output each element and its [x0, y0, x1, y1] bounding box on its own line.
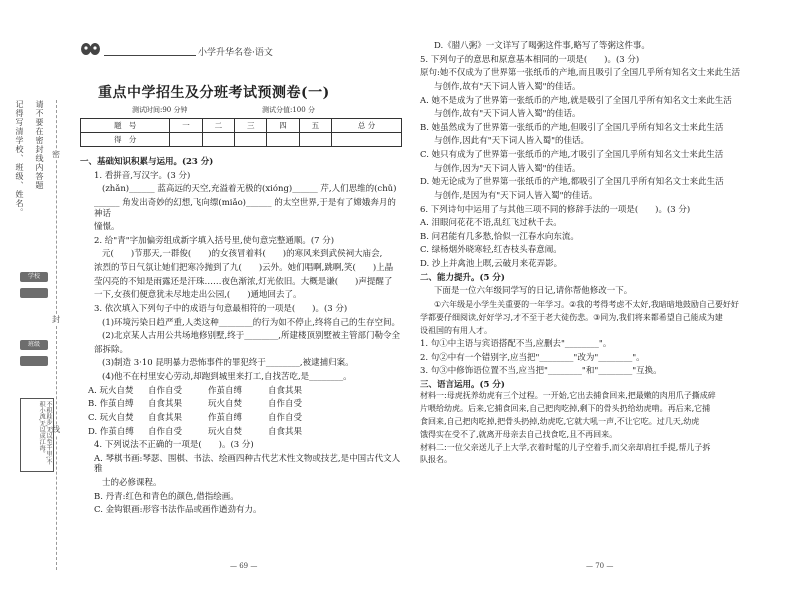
test-time: 测试时间:90 分钟	[132, 106, 188, 114]
option-cell: 自食其果	[268, 426, 303, 437]
option-cell: C. 玩火自焚	[88, 412, 134, 423]
binding-gutter	[6, 100, 72, 500]
material-line: 饿得实在受不了,就离开母亲去自己找食吃,且不再回来。	[420, 429, 618, 439]
q5-stem: 5. 下列句子的意思和原意基本相同的一项是( )。(3 分)	[420, 54, 640, 65]
table-header-cell: 二	[202, 119, 234, 133]
material-line: 材料二:一位父亲送儿子上大学,衣着时髦的儿子空着手,而父亲却肩扛手提,帮儿子拆	[420, 442, 711, 452]
material-line: 队报名。	[420, 455, 452, 465]
edit-item-3[interactable]: 3. 句③中修饰语位置不当,应当把"________"和"________"互换。	[420, 366, 662, 377]
q5-option-b[interactable]: B. 她虽然成为了世界第一张纸币的产地,但吸引了全国几乎所有知名文士来此生活	[420, 122, 724, 133]
q6-option-c[interactable]: C. 绿杨烟外晓寒轻,红杏枝头春意闹。	[420, 245, 562, 256]
q2-line: 一下,女孩们便意犹未尽地走出公园,( )通地回去了。	[94, 290, 302, 301]
section-heading-1: 一、基础知识积累与运用。(23 分)	[80, 157, 214, 167]
option-cell: A. 玩火自焚	[88, 385, 134, 396]
left-content	[80, 155, 402, 519]
table-header-cell: 三	[235, 119, 267, 133]
q3-stem: 3. 依次填入下列句子中的成语与句意最相符的一项是( )。(3 分)	[94, 303, 348, 314]
option-cell: B. 作茧自缚	[88, 399, 134, 410]
q3-option-row-a[interactable]	[80, 386, 402, 397]
q1-line: ______ 角发出奇妙的幻想,飞向缥(miǎo)______ 的太空世界,于是有了嫦娥奔月的神话	[94, 197, 396, 219]
diary-line: ①六年级是小学生关重要的一年学习。②我的考得考虑不太好,我暗暗地鼓励自己要好好	[434, 299, 739, 309]
q5-option-c[interactable]: C. 她只有成为了世界第一张纸币的产地,才吸引了全国几乎所有知名文士来此生活	[420, 150, 724, 160]
option-cell: 自食其果	[268, 385, 303, 396]
class-field[interactable]	[20, 356, 48, 366]
score-cell[interactable]	[267, 133, 299, 147]
motto-stamp: 不积跬步,无以至千里;不积小流,无以成江海。	[20, 398, 54, 472]
q5-option-d[interactable]: D. 她无论成为了世界第一张纸币的产地,都吸引了全国几乎所有知名文士来此生活	[420, 177, 724, 188]
q3-item: (4)他不在村里安心劳动,却跑到城里来打工,自找苦吃,是________。	[102, 372, 352, 382]
page-number-right: — 70 —	[586, 562, 614, 571]
q5-option-cont: 与创作,是因为有"天下词人皆入蜀"的佳话。	[434, 190, 598, 201]
q4-option-d[interactable]: D.《腊八粥》一文详写了喝粥这件事,略写了等粥这件事。	[434, 41, 650, 51]
q6-option-d[interactable]: D. 沙上并禽池上暝,云破月来花弄影。	[420, 259, 563, 269]
option-cell: 自作自受	[268, 399, 303, 410]
option-cell: 玩火自焚	[208, 399, 243, 410]
q3-item: 部拆除。	[94, 344, 129, 355]
table-header-cell: 四	[267, 119, 299, 133]
score-cell[interactable]	[332, 133, 402, 147]
school-field[interactable]	[20, 288, 48, 298]
option-cell: 自作自受	[148, 426, 183, 437]
material-line: 材料一:母虎抚养幼虎有三个过程。一开始,它出去捕食回来,把最嫩的肉用爪子撕成碎	[420, 391, 716, 401]
q5-original: 原句:她不仅成为了世界第一张纸币的产地,而且吸引了全国几乎所有知名文士来此生活	[420, 68, 741, 79]
q3-item: (2)北京某人古用公共场地修别墅,终于________,所建楼顶别墅被主管部门勒令全	[102, 331, 400, 342]
q4-option-a-cont: 士的必修课程。	[102, 478, 162, 488]
option-cell: 玩火自焚	[208, 426, 243, 437]
q2-stem: 2. 给"青"字加偏旁组成新字填入括号里,使句意完整通顺。(7 分)	[94, 235, 335, 246]
material-line: 食回来,自己把肉吃掉,把骨头扔掉,幼虎吃,它就大吼一声,不让它吃。过几天,幼虎	[420, 416, 700, 426]
q5-option-cont: 与创作,因此有"天下词人皆入蜀"的佳话。	[434, 136, 590, 147]
q3-option-row-d[interactable]	[80, 427, 402, 438]
score-table-header-row	[81, 119, 402, 133]
q3-item: (3)制造 3·10 昆明暴力恐怖事件的罪犯终于________,被逮捕归案。	[102, 358, 354, 369]
q3-item: (1)环境污染日趋严重,人类这种________的行为如不停止,终将自己的生存空间。	[102, 317, 400, 328]
option-cell: 自食其果	[148, 399, 183, 410]
edit-item-1[interactable]: 1. 句①中主语与宾语搭配不当,应删去"________"。	[420, 338, 612, 349]
edit-item-2[interactable]: 2. 句②中有一个错别字,应当把"________"改为"________"。	[420, 352, 645, 363]
option-cell: D. 作茧自缚	[88, 426, 134, 437]
option-cell: 作茧自缚	[208, 412, 243, 423]
score-table	[80, 118, 402, 147]
table-header-cell: 总 分	[332, 119, 402, 133]
section-heading-3: 三、语言运用。(5 分)	[420, 379, 505, 390]
q3-option-row-b[interactable]	[80, 399, 402, 410]
diary-intro: 下面是一位六年级同学写的日记,请你帮他修改一下。	[434, 286, 633, 297]
q2-line: 浓烈的节日气氛让她们把寒冷抛到了九( )云外。她们唱啊,跳啊,笑( )上晶	[94, 263, 394, 273]
q3-option-row-c[interactable]	[80, 413, 402, 424]
page-number-left: — 69 —	[230, 562, 258, 571]
diary-line: 学都要仔细阅读,好好学习,才不至于老大徒伤悲。③同为,我们将来都希望自己能成为建	[420, 312, 723, 322]
q6-option-b[interactable]: B. 问君能有几多愁,恰似一江春水向东流。	[420, 231, 579, 242]
option-cell: 自食其果	[148, 412, 183, 423]
section-heading-2: 二、能力提升。(5 分)	[420, 272, 505, 283]
score-cell[interactable]	[202, 133, 234, 147]
header-rule	[104, 55, 196, 56]
q5-option-a[interactable]: A. 她不是成为了世界第一张纸币的产地,就是吸引了全国几乎所有知名文士来此生活	[420, 95, 732, 106]
table-header-cell: 题 号	[81, 119, 170, 133]
right-page	[410, 0, 800, 589]
q5-option-cont: 与创作,因为"天下词人皆入蜀"的佳话。	[434, 163, 581, 174]
q4-option-c[interactable]: C. 金钩银画:形容书法作品或画作遒劲有力。	[94, 505, 262, 516]
school-badge: 学校	[20, 272, 48, 282]
q2-line: 元( )节那天,一群俊( )的女孩冒着料( )的寒风来到武侯祠大庙会,	[102, 249, 383, 260]
seal-char-xian: 线	[52, 425, 60, 434]
option-cell: 作茧自缚	[208, 385, 243, 396]
seal-line	[56, 100, 57, 570]
diary-line: 设祖国的有用人才。	[420, 325, 492, 335]
owl-logo-icon	[80, 40, 102, 56]
series-title: 小学升华名卷·语文	[198, 48, 273, 58]
q4-stem: 4. 下列说法不正确的一项是( )。(3 分)	[94, 440, 254, 451]
material-line: 片喂给幼虎。后来,它捕食回来,自己把肉吃掉,剩下的骨头扔给幼虎啃。再后来,它捕	[420, 404, 711, 414]
table-header-cell: 五	[299, 119, 331, 133]
option-cell: 自作自受	[268, 412, 303, 423]
score-table-row	[81, 133, 402, 147]
q5-original-cont: 与创作,故有"天下词人皆入蜀"的佳话。	[434, 81, 581, 92]
gutter-instruction: 记得写清学校、班级、姓名。	[15, 100, 24, 217]
score-cell[interactable]	[170, 133, 202, 147]
q6-option-a[interactable]: A. 泪眼问花花不语,乱红飞过秋千去。	[420, 218, 562, 229]
class-badge: 班级	[20, 340, 48, 350]
exam-title: 重点中学招生及分班考试预测卷(一)	[98, 85, 330, 101]
q4-option-a[interactable]: A. 琴棋书画:琴瑟、围棋、书法、绘画四种古代艺术性文物或技艺,是中国古代文人雅	[94, 453, 401, 475]
table-header-cell: 一	[170, 119, 202, 133]
gutter-notice: 请不要在密封线内答题	[35, 100, 44, 190]
q5-option-cont: 与创作,故有"天下词人皆入蜀"的佳话。	[434, 109, 581, 120]
score-row-label: 得 分	[81, 133, 170, 147]
right-content	[420, 38, 790, 467]
q1-stem: 1. 看拼音,写汉字。(3 分)	[94, 170, 191, 181]
score-cell[interactable]	[299, 133, 331, 147]
q1-line: (zhǎn)______ 蓝高远的天空,充溢着无极的(xióng)______ 芹,人们思维的(chǔ)	[102, 184, 397, 195]
score-cell[interactable]	[235, 133, 267, 147]
page-header	[80, 40, 400, 60]
q2-line: 莹闪亮的不知是雨露还是汗珠……夜色渐浓,灯光依旧。大概是谦( )声提醒了	[94, 276, 393, 287]
test-score: 测试分值:100 分	[262, 106, 315, 114]
q6-stem: 6. 下列诗句中运用了与其他三项不同的修辞手法的一项是( )。(3 分)	[420, 204, 691, 215]
seal-char-feng: 封	[52, 315, 60, 324]
option-cell: 自作自受	[148, 385, 183, 396]
q1-line: 憧憬。	[94, 222, 120, 233]
q4-option-b[interactable]: B. 丹青:红色和青色的颜色,借指绘画。	[94, 491, 239, 502]
seal-char-mi: 密	[52, 150, 60, 159]
